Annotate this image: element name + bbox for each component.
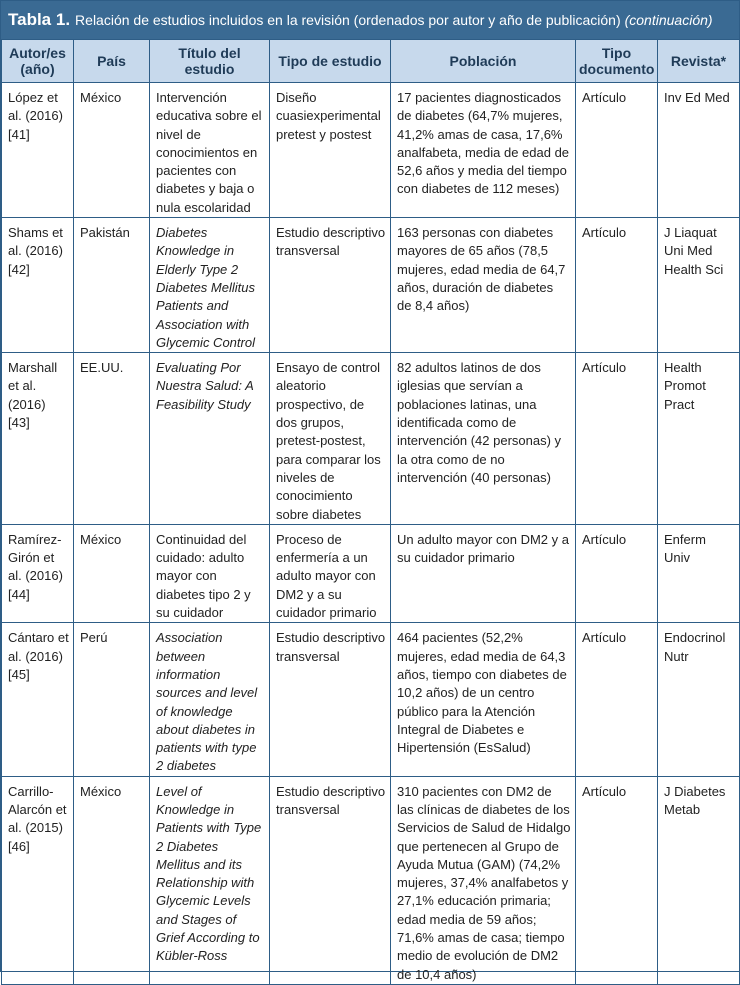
cell-doc-type: Artículo <box>576 623 658 776</box>
cell-doc-type: Artículo <box>576 776 658 984</box>
cell-study-type: Estudio descriptivo transversal <box>270 218 391 353</box>
cell-population: 17 pacientes diagnosticados de diabetes (64,7% mujeres, 41,2% amas de casa, 17,6% analfabeta, media de edad de 52,6 años y media del tiempo con diabetes de 112 meses) <box>391 83 576 218</box>
cell-author: Ramírez-Girón et al. (2016) [44] <box>2 524 74 622</box>
table-row <box>2 623 740 776</box>
cell-population: 310 pacientes con DM2 de las clínicas de diabetes de los Servicios de Salud de Hidalgo que pertenecen al Grupo de Ayuda Mutua (GAM) (74,2% mujeres, 37,4% analfabetos y 27,1% educación primaria; edad media de 59 años; 71,6% amas de casa; tiempo medio de evolución de DM2 de 10,4 años) <box>391 776 576 984</box>
table-row <box>2 218 740 353</box>
header-journal: Revista* <box>658 40 740 83</box>
cell-country: Pakistán <box>74 218 150 353</box>
cell-doc-type: Artículo <box>576 83 658 218</box>
header-country: País <box>74 40 150 83</box>
cell-author: Marshall et al. (2016) [43] <box>2 353 74 525</box>
cell-doc-type: Artículo <box>576 218 658 353</box>
cell-journal: Inv Ed Med <box>658 83 740 218</box>
cell-author: Cántaro et al. (2016) [45] <box>2 623 74 776</box>
cell-journal: Enferm Univ <box>658 524 740 622</box>
table-row <box>2 776 740 984</box>
table-caption <box>1 1 739 39</box>
cell-study-type: Proceso de enfermería a un adulto mayor con DM2 y a su cuidador primario <box>270 524 391 622</box>
cell-study-title: Continuidad del cuidado: adulto mayor con diabetes tipo 2 y su cuidador <box>150 524 270 622</box>
cell-population: 163 personas con diabetes mayores de 65 años (78,5 mujeres, edad media de 64,7 años, duración de diabetes de 8,4 años) <box>391 218 576 353</box>
cell-doc-type: Artículo <box>576 524 658 622</box>
cell-journal: Health Promot Pract <box>658 353 740 525</box>
cell-study-title: Evaluating Por Nuestra Salud: A Feasibility Study <box>150 353 270 525</box>
cell-author: Carrillo-Alarcón et al. (2015) [46] <box>2 776 74 984</box>
cell-study-type: Ensayo de control aleatorio prospectivo, de dos grupos, pretest-postest, para comparar los niveles de conocimiento sobre diabetes <box>270 353 391 525</box>
caption-text: Relación de estudios incluidos en la revisión (ordenados por autor y año de publicación) <box>75 12 621 28</box>
header-population: Población <box>391 40 576 83</box>
caption-label: Tabla 1. <box>8 10 71 29</box>
cell-author: Shams et al. (2016) [42] <box>2 218 74 353</box>
cell-country: EE.UU. <box>74 353 150 525</box>
cell-country: México <box>74 83 150 218</box>
cell-study-title: Association between information sources and level of knowledge about diabetes in patients with type 2 diabetes <box>150 623 270 776</box>
cell-author: López et al. (2016) [41] <box>2 83 74 218</box>
studies-table <box>1 39 740 985</box>
table-row <box>2 353 740 525</box>
table-row <box>2 83 740 218</box>
cell-country: México <box>74 524 150 622</box>
cell-study-title: Diabetes Knowledge in Elderly Type 2 Diabetes Mellitus Patients and Association with Glycemic Control <box>150 218 270 353</box>
header-study-title: Título del estudio <box>150 40 270 83</box>
header-author: Autor/es (año) <box>2 40 74 83</box>
cell-journal: J Diabetes Metab <box>658 776 740 984</box>
cell-country: México <box>74 776 150 984</box>
cell-country: Perú <box>74 623 150 776</box>
cell-population: Un adulto mayor con DM2 y a su cuidador primario <box>391 524 576 622</box>
cell-study-title: Level of Knowledge in Patients with Type 2 Diabetes Mellitus and its Relationship with Glycemic Levels and Stages of Grief According to Kübler-Ross <box>150 776 270 984</box>
cell-study-type: Estudio descriptivo transversal <box>270 623 391 776</box>
cell-population: 82 adultos latinos de dos iglesias que servían a poblaciones latinas, una identificada como de intervención (42 personas) y la otra como de no intervención (40 personas) <box>391 353 576 525</box>
header-doc-type: Tipo documento <box>576 40 658 83</box>
cell-study-type: Estudio descriptivo transversal <box>270 776 391 984</box>
header-row <box>2 40 740 83</box>
header-study-type: Tipo de estudio <box>270 40 391 83</box>
cell-doc-type: Artículo <box>576 353 658 525</box>
table-row <box>2 524 740 622</box>
cell-journal: Endocrinol Nutr <box>658 623 740 776</box>
cell-population: 464 pacientes (52,2% mujeres, edad media de 64,3 años, tiempo con diabetes de 10,2 años) de un centro público para la Atención Integral de Diabetes e Hipertensión (EsSalud) <box>391 623 576 776</box>
cell-study-title: Intervención educativa sobre el nivel de conocimientos en pacientes con diabetes y baja o nula escolaridad <box>150 83 270 218</box>
cell-study-type: Diseño cuasiexperimental pretest y postest <box>270 83 391 218</box>
cell-journal: J Liaquat Uni Med Health Sci <box>658 218 740 353</box>
caption-continuation: (continuación) <box>624 12 713 28</box>
